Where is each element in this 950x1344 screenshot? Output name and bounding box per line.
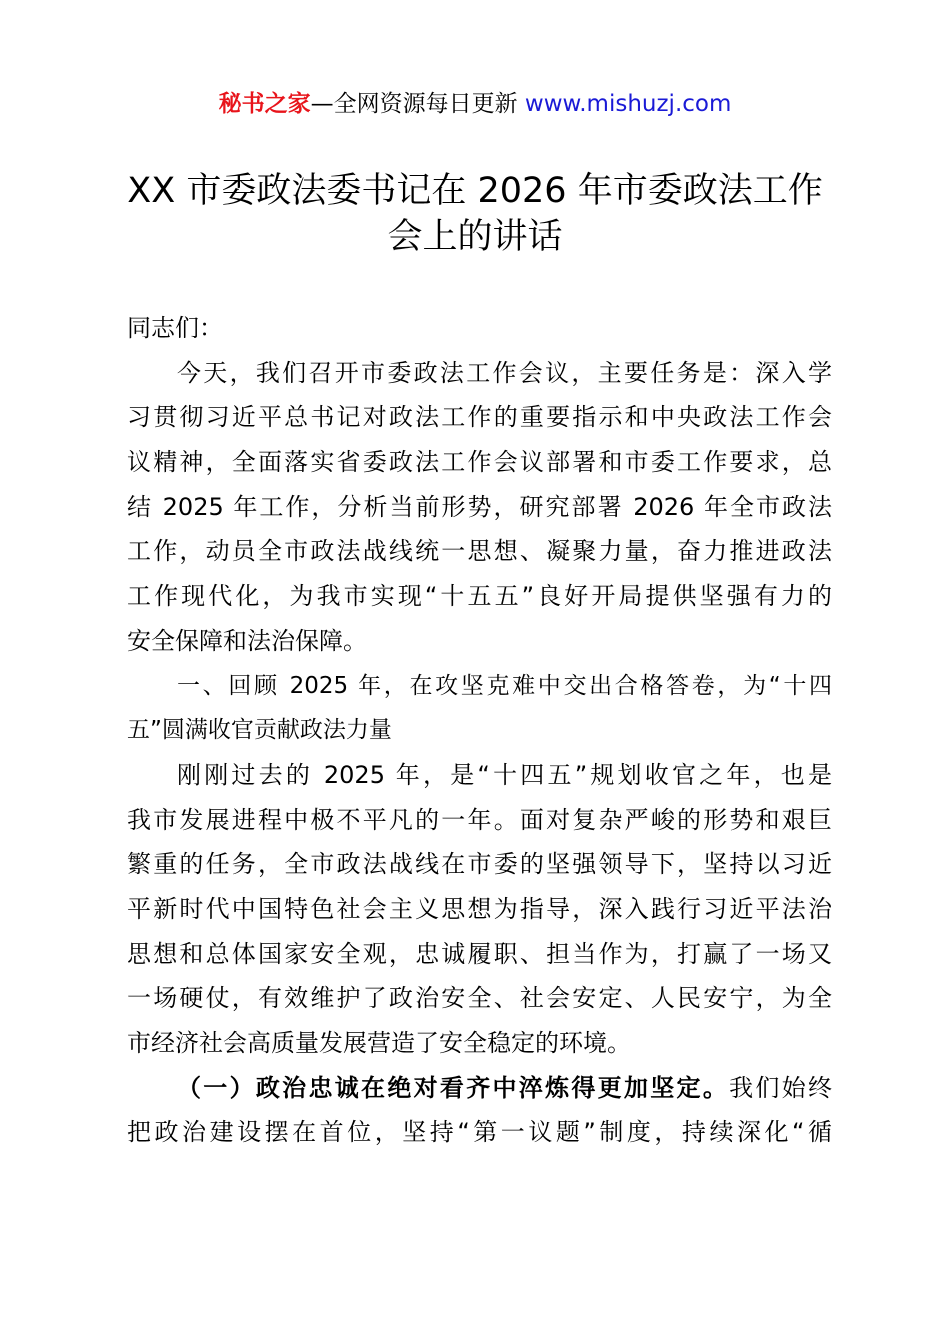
text-line: 结 2025 年工作，分析当前形势，研究部署 2026 年全市政法 xyxy=(127,492,832,521)
text-line: 五”圆满收官贡献政法力量 xyxy=(127,717,392,744)
text-line: 议精神，全面落实省委政法工作会议部署和市委工作要求，总 xyxy=(127,448,832,477)
paragraph-intro xyxy=(127,351,832,664)
document-title xyxy=(100,168,850,260)
title-line: 会上的讲话 xyxy=(387,217,563,257)
document-body xyxy=(127,306,832,1155)
title-line: XX 市委政法委书记在 2026 年市委政法工作 xyxy=(127,171,823,211)
text-line: 市经济社会高质量发展营造了安全稳定的环境。 xyxy=(127,1029,631,1057)
text-line: 刚刚过去的 2025 年，是“十四五”规划收官之年，也是 xyxy=(177,760,832,789)
paragraph-review xyxy=(127,753,832,1066)
text-line: 思想和总体国家安全观，忠诚履职、担当作为，打赢了一场又 xyxy=(127,939,832,968)
paragraph-subsection-1 xyxy=(127,1066,832,1155)
text-line: 工作，动员全市政法战线统一思想、凝聚力量，奋力推进政法 xyxy=(127,537,832,566)
text-line: 工作现代化，为我市实现“十五五”良好开局提供坚强有力的 xyxy=(127,582,832,611)
brand-name: 秘书之家 xyxy=(218,91,311,117)
text-line: 安全保障和法治保障。 xyxy=(127,626,367,655)
text-line xyxy=(127,1066,832,1111)
site-banner xyxy=(0,88,950,120)
text-line: 平新时代中国特色社会主义思想为指导，深入践行习近平法治 xyxy=(127,894,832,923)
section-heading-1 xyxy=(127,664,832,753)
text-line: 今天，我们召开市委政法工作会议，主要任务是：深入学 xyxy=(177,358,832,387)
text-line: 一场硬仗，有效维护了政治安全、社会安定、人民安宁，为全 xyxy=(127,984,832,1013)
text-span: 我们始终 xyxy=(729,1073,832,1102)
salutation: 同志们： xyxy=(127,314,223,342)
text-line: 一、回顾 2025 年，在攻坚克难中交出合格答卷，为“十四 xyxy=(177,672,832,699)
site-url-link[interactable]: www.mishuzj.com xyxy=(524,91,732,117)
text-line: 我市发展进程中极不平凡的一年。面对复杂严峻的形势和艰巨 xyxy=(127,805,832,834)
text-line: 把政治建设摆在首位，坚持“第一议题”制度，持续深化“循 xyxy=(127,1118,832,1147)
text-line: 习贯彻习近平总书记对政法工作的重要指示和中央政法工作会 xyxy=(127,403,832,432)
text-line: 繁重的任务，全市政法战线在市委的坚强领导下，坚持以习近 xyxy=(127,850,832,879)
subsection-heading: （一）政治忠诚在绝对看齐中淬炼得更加坚定。 xyxy=(177,1073,730,1102)
banner-tagline: —全网资源每日更新 xyxy=(310,91,525,117)
